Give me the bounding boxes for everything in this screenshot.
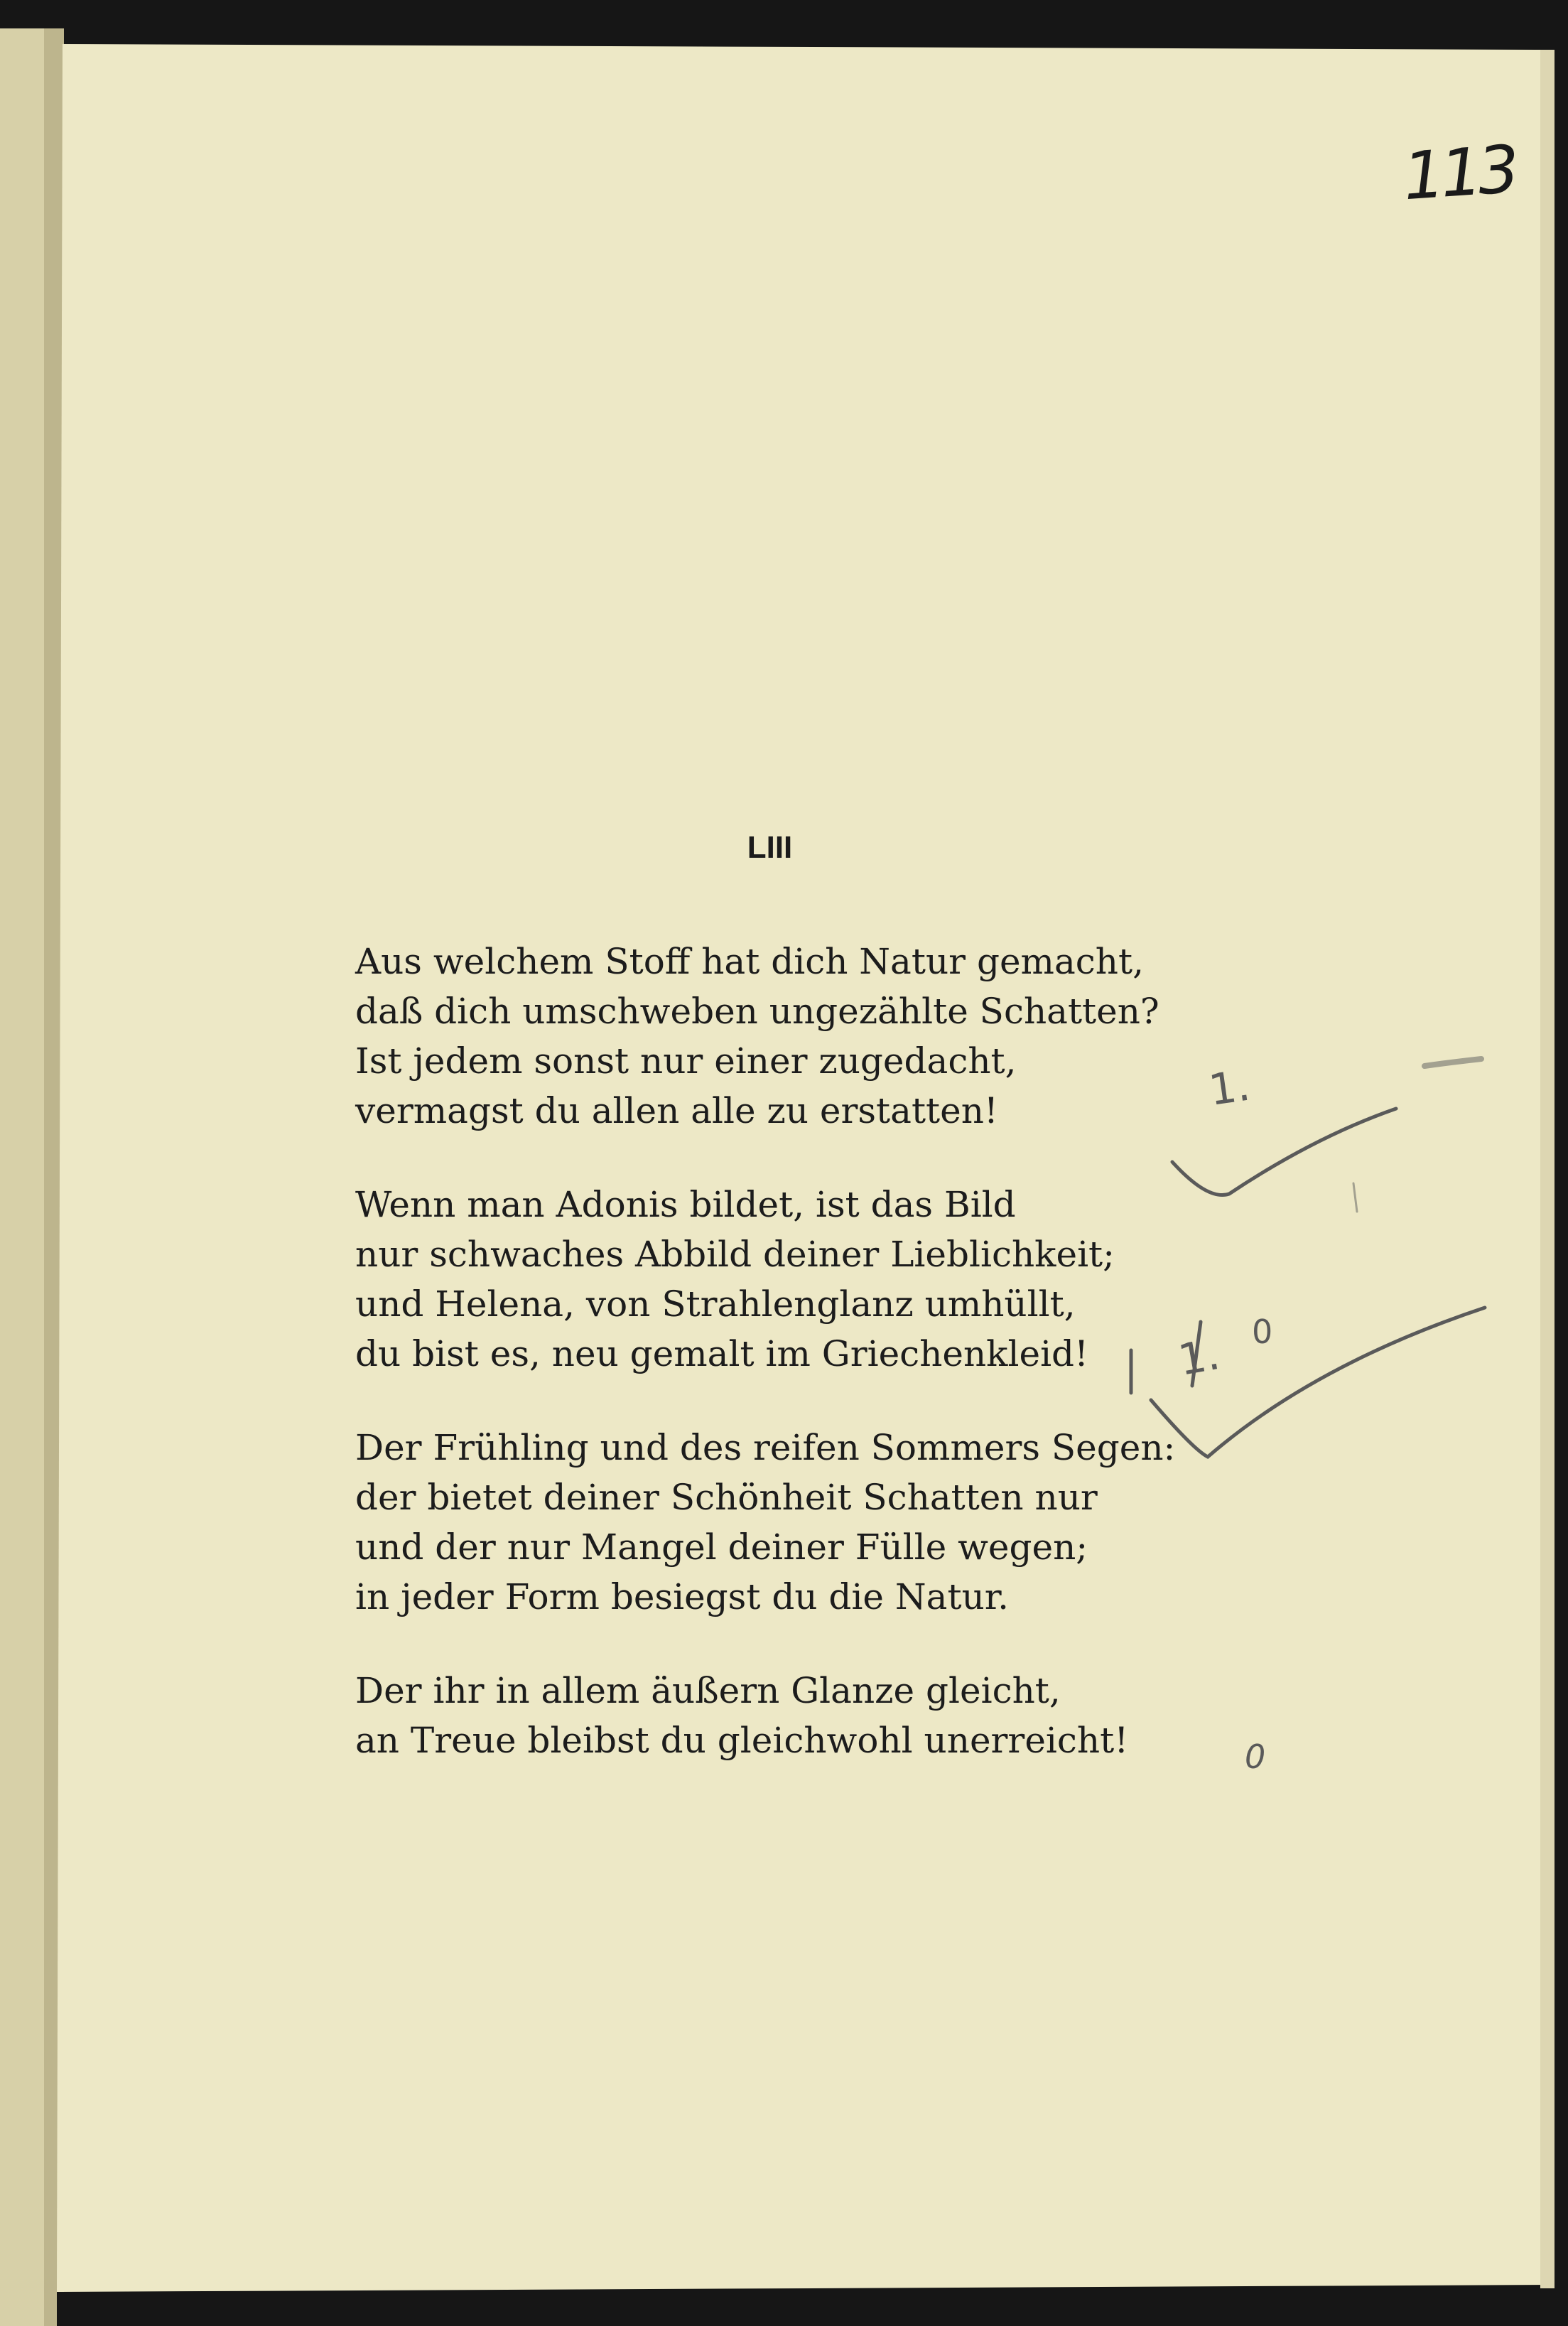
poem-line: Der Frühling und des reifen Sommers Segen: bbox=[355, 1427, 1176, 1468]
poem-line: Aus welchem Stoff hat dich Natur gemacht, bbox=[355, 941, 1144, 982]
poem-line: du bist es, neu gemalt im Griechenkleid! bbox=[355, 1333, 1089, 1374]
pencil-smudge bbox=[1353, 1183, 1357, 1212]
margin-note: 0 bbox=[1252, 1313, 1273, 1351]
poem-title-text: LIII bbox=[747, 830, 793, 865]
margin-note: 1. bbox=[1206, 1060, 1253, 1116]
poem-line: und Helena, von Strahlenglanz umhüllt, bbox=[355, 1283, 1076, 1325]
page-number: 113 bbox=[1400, 131, 1518, 215]
poem-line: der bietet deiner Schönheit Schatten nur bbox=[355, 1477, 1098, 1518]
margin-note: 1. bbox=[1174, 1329, 1223, 1386]
poem-line: und der nur Mangel deiner Fülle wegen; bbox=[355, 1527, 1088, 1568]
poem-line: Ist jedem sonst nur einer zugedacht, bbox=[355, 1040, 1017, 1082]
poem-line: an Treue bleibst du gleichwohl unerreicht! bbox=[355, 1720, 1129, 1761]
poem-line: Wenn man Adonis bildet, ist das Bild bbox=[355, 1184, 1016, 1225]
poem-line: in jeder Form besiegst du die Natur. bbox=[355, 1576, 1010, 1617]
poem-line: Der ihr in allem äußern Glanze gleicht, bbox=[355, 1670, 1061, 1711]
poem-line: nur schwaches Abbild deiner Lieblichkeit; bbox=[355, 1234, 1115, 1275]
poem-line: daß dich umschweben ungezählte Schatten? bbox=[355, 991, 1159, 1032]
margin-note: 0 bbox=[1245, 1738, 1266, 1776]
poem-line: vermagst du allen alle zu erstatten! bbox=[355, 1090, 999, 1131]
pencil-smudge bbox=[1424, 1059, 1481, 1066]
pencil-checkmark-icon bbox=[1172, 1109, 1396, 1195]
